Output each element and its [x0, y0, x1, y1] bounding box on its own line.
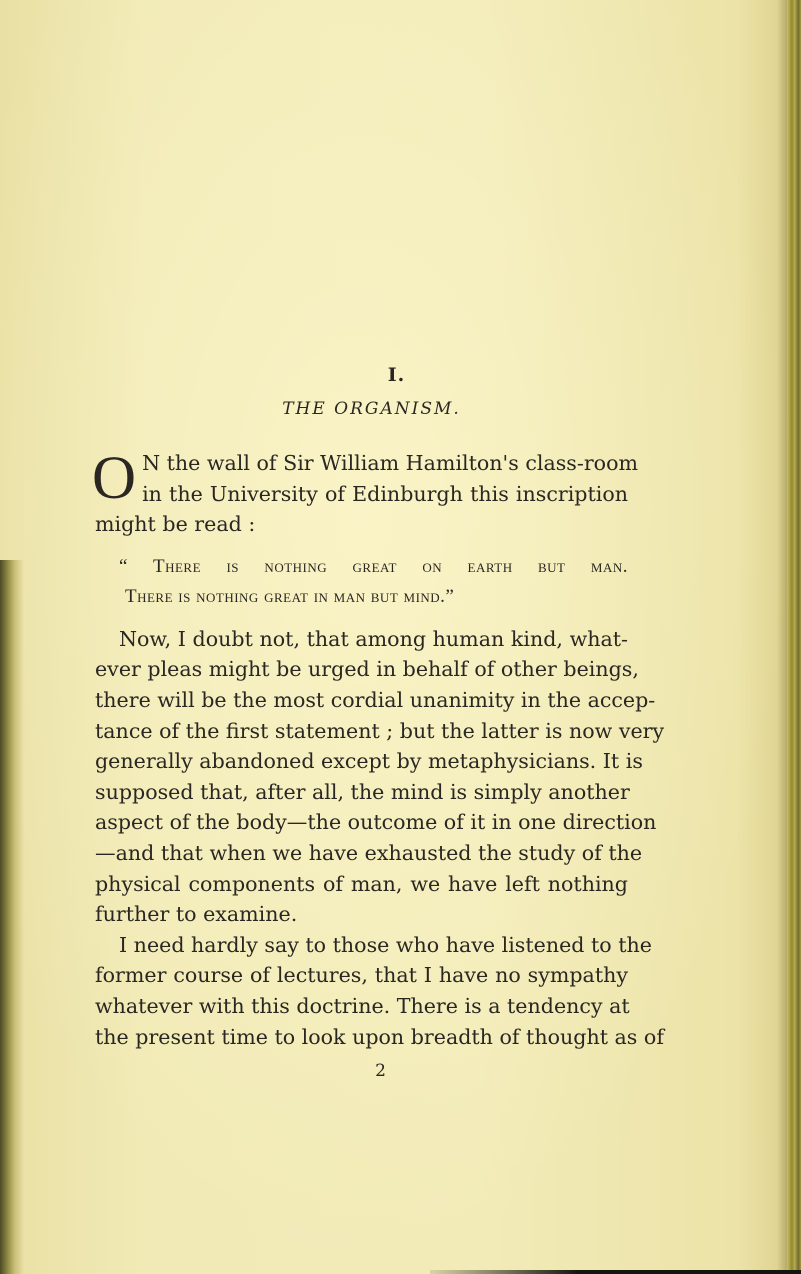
- text-line: former course of lectures, that I have no sympathy: [95, 963, 628, 988]
- chapter-title: [0, 399, 801, 419]
- text-line: further to examine.: [95, 902, 298, 927]
- text-line: I need hardly say to those who have listened to the: [119, 932, 652, 957]
- text-line: generally abandoned except by metaphysicians. It is: [95, 749, 643, 774]
- text-line: —and that when we have exhausted the study of the: [95, 840, 643, 865]
- page-edges: [787, 0, 801, 1274]
- text-line: whatever with this doctrine. There is a tendency at: [95, 993, 630, 1018]
- chapter-number-text: I.: [387, 364, 406, 386]
- inscription-quote: [95, 552, 628, 612]
- paragraph: [95, 930, 664, 1052]
- text-line: N the wall of Sir William Hamilton's class-room: [142, 451, 638, 475]
- text-line: in the University of Edinburgh this inscription: [142, 481, 628, 506]
- text-line: there will be the most cordial unanimity in the accep-: [95, 687, 656, 712]
- text-line: might be read :: [95, 512, 256, 537]
- page-edge-shadow: [777, 0, 787, 1274]
- inscription-line: There is nothing great in man but mind.”: [125, 585, 455, 607]
- chapter-number: [0, 364, 801, 386]
- binding-edge: [0, 560, 24, 1274]
- chapter-title-text: THE ORGANISM.: [282, 399, 461, 419]
- text-line: supposed that, after all, the mind is simply another: [95, 779, 630, 804]
- text-line: the present time to look upon breadth of thought as of: [95, 1024, 664, 1049]
- drop-cap: O: [92, 445, 137, 512]
- page-number: [0, 1061, 801, 1081]
- text-line: aspect of the body—the outcome of it in one direction: [95, 810, 657, 835]
- body-text: [92, 445, 665, 1052]
- text-line: Now, I doubt not, that among human kind, what-: [119, 626, 628, 651]
- inscription-line: “ There is nothing great on earth but man.: [119, 555, 628, 577]
- page-number-text: 2: [375, 1061, 386, 1081]
- bottom-edge: [430, 1270, 801, 1274]
- text-line: physical components of man, we have left nothing: [95, 871, 628, 896]
- paragraph: [95, 624, 665, 930]
- text-line: ever pleas might be urged in behalf of other beings,: [95, 657, 639, 682]
- text-line: tance of the first statement ; but the latter is now very: [95, 718, 665, 743]
